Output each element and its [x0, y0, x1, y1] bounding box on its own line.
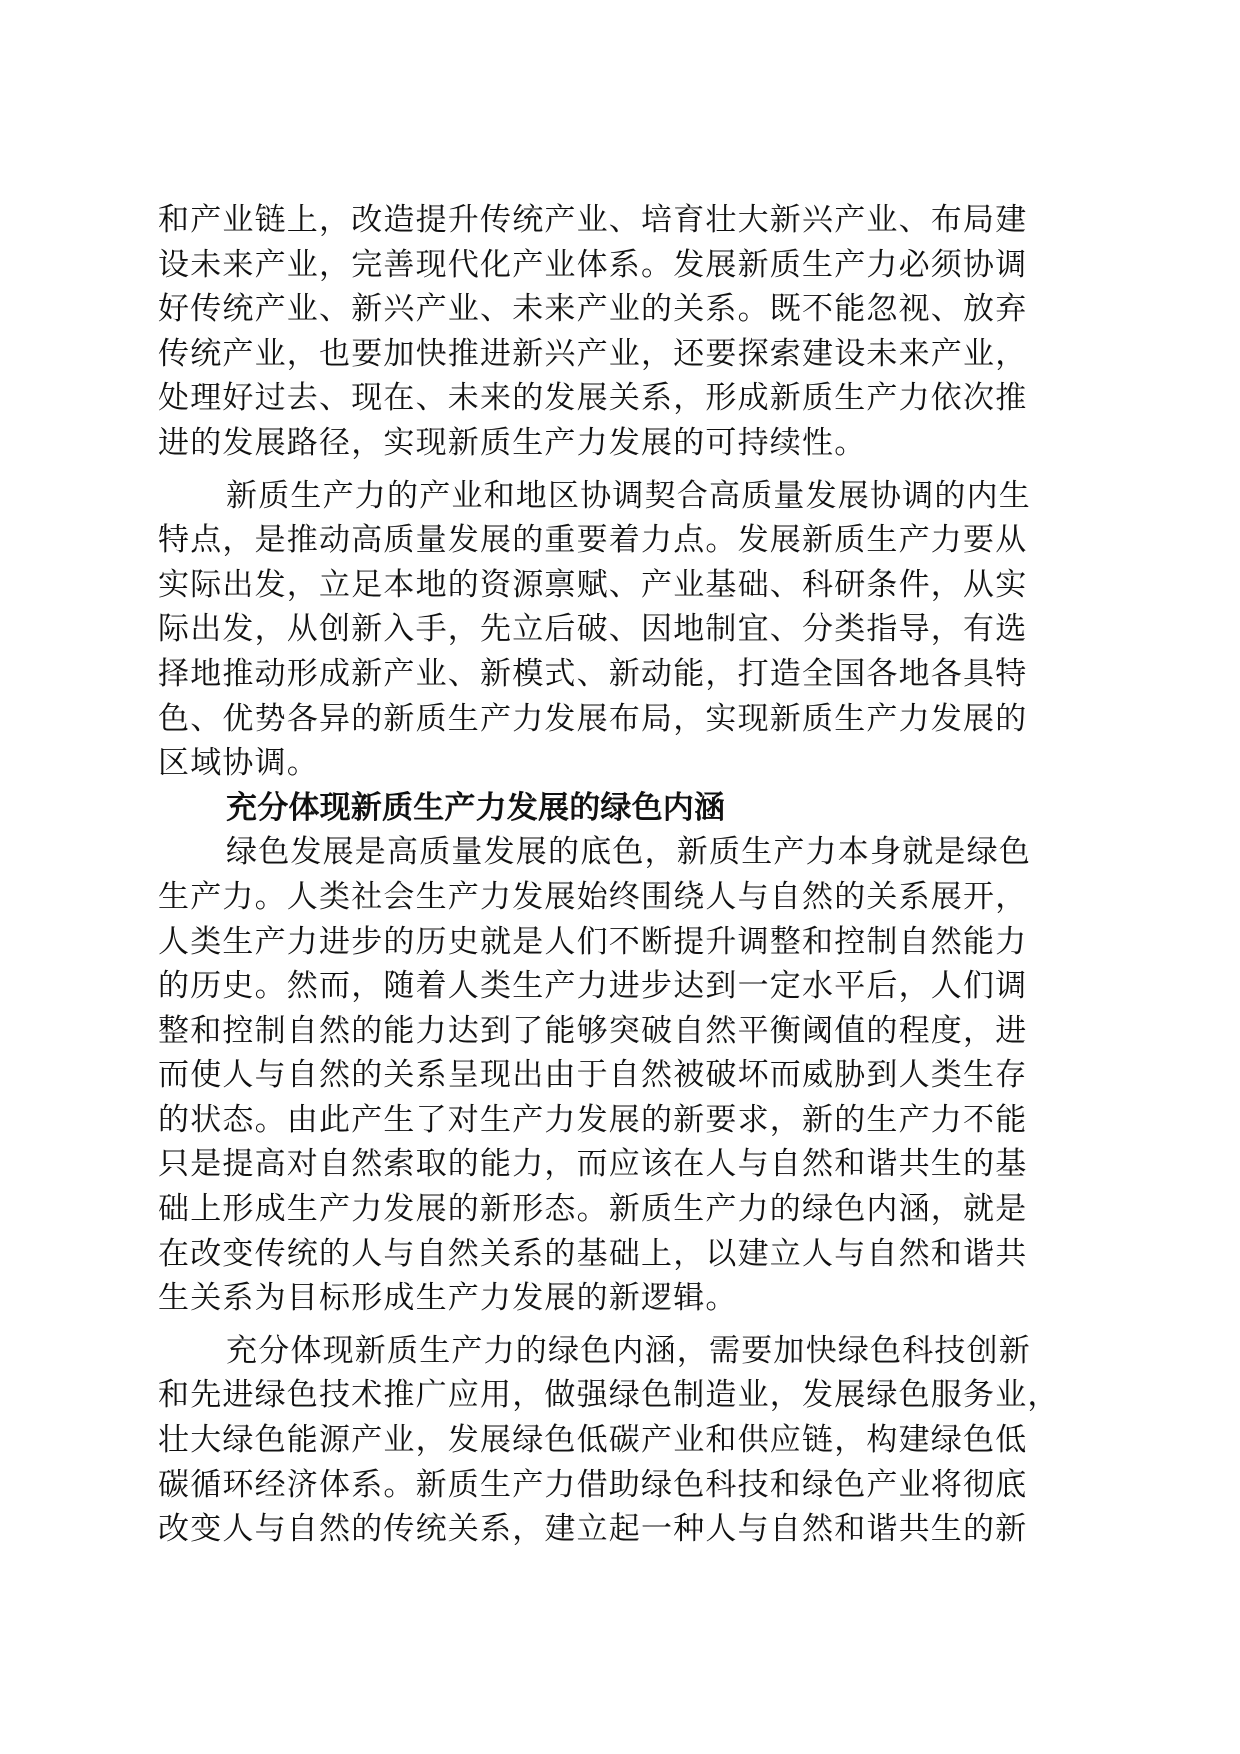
- text-line: 际出发，从创新入手，先立后破、因地制宜、分类指导，有选: [158, 611, 1028, 648]
- text-line: 而使人与自然的关系呈现出由于自然被破坏而威胁到人类生存: [158, 1057, 1028, 1094]
- text-line: 区域协调。: [158, 745, 319, 782]
- text-line: 特点，是推动高质量发展的重要着力点。发展新质生产力要从: [158, 522, 1028, 559]
- paragraph-continuation: [158, 198, 1088, 466]
- text-line: 础上形成生产力发展的新形态。新质生产力的绿色内涵，就是: [158, 1191, 1028, 1228]
- text-line: 只是提高对自然索取的能力，而应该在人与自然和谐共生的基: [158, 1146, 1028, 1183]
- paragraph-green-measures: [158, 1329, 1088, 1552]
- text-line: 好传统产业、新兴产业、未来产业的关系。既不能忽视、放弃: [158, 291, 1028, 328]
- text-line: 新质生产力的产业和地区协调契合高质量发展协调的内生: [226, 477, 1031, 514]
- paragraph-green-development: [158, 830, 1088, 1321]
- text-line: 和产业链上，改造提升传统产业、培育壮大新兴产业、布局建: [158, 202, 1028, 238]
- text-line: 在改变传统的人与自然关系的基础上，以建立人与自然和谐共: [158, 1235, 1028, 1272]
- text-line: 生产力。人类社会生产力发展始终围绕人与自然的关系展开，: [158, 878, 1028, 915]
- heading-line: 充分体现新质生产力发展的绿色内涵: [226, 789, 726, 826]
- text-line: 整和控制自然的能力达到了能够突破自然平衡阈值的程度，进: [158, 1012, 1028, 1049]
- text-line: 的状态。由此产生了对生产力发展的新要求，新的生产力不能: [158, 1101, 1028, 1138]
- text-line: 壮大绿色能源产业，发展绿色低碳产业和供应链，构建绿色低: [158, 1422, 1028, 1459]
- section-heading: [158, 786, 1088, 831]
- text-line: 设未来产业，完善现代化产业体系。发展新质生产力必须协调: [158, 246, 1028, 283]
- text-line: 实际出发，立足本地的资源禀赋、产业基础、科研条件，从实: [158, 566, 1028, 603]
- text-line: 和先进绿色技术推广应用，做强绿色制造业，发展绿色服务业，: [158, 1377, 1060, 1414]
- text-line: 传统产业，也要加快推进新兴产业，还要探索建设未来产业，: [158, 335, 1028, 372]
- text-line: 择地推动形成新产业、新模式、新动能，打造全国各地各具特: [158, 655, 1028, 692]
- text-line: 生关系为目标形成生产力发展的新逻辑。: [158, 1280, 738, 1317]
- text-line: 充分体现新质生产力的绿色内涵，需要加快绿色科技创新: [226, 1332, 1031, 1369]
- text-line: 色、优势各异的新质生产力发展布局，实现新质生产力发展的: [158, 700, 1028, 737]
- text-line: 绿色发展是高质量发展的底色，新质生产力本身就是绿色: [226, 834, 1031, 871]
- text-line: 进的发展路径，实现新质生产力发展的可持续性。: [158, 424, 867, 461]
- document-body: [158, 198, 1088, 1552]
- text-line: 碳循环经济体系。新质生产力借助绿色科技和绿色产业将彻底: [158, 1466, 1028, 1503]
- text-line: 处理好过去、现在、未来的发展关系，形成新质生产力依次推: [158, 380, 1028, 417]
- paragraph-regional-coordination: [158, 474, 1088, 786]
- text-line: 人类生产力进步的历史就是人们不断提升调整和控制自然能力: [158, 923, 1028, 960]
- text-line: 的历史。然而，随着人类生产力进步达到一定水平后，人们调: [158, 968, 1028, 1005]
- text-line: 改变人与自然的传统关系，建立起一种人与自然和谐共生的新: [158, 1511, 1028, 1548]
